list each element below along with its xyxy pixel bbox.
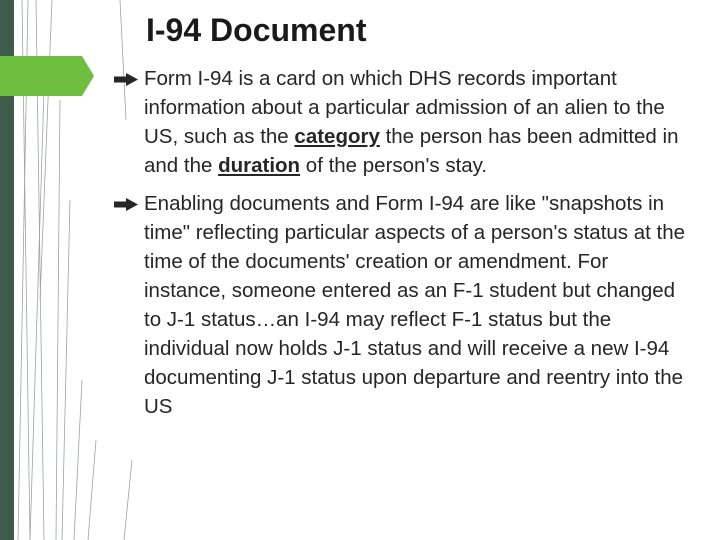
arrow-right-icon <box>114 198 138 211</box>
bullet-list <box>114 64 694 430</box>
bullet-text-part: Form I-94 is a card on which DHS records important information about a particular admission of an alien to the US, such as the <box>144 67 665 148</box>
arrow-right-icon <box>114 73 138 86</box>
bullet-text-part: of the person's stay. <box>300 154 488 177</box>
bullet-text: Enabling documents and Form I-94 are like "snapshots in time" reflecting particular aspects of a person's status at the time of the documents' creation or amendment. For instance, someone entered as an F-1 student but changed to J-1 status…an I-94 may reflect F-1 status but the individual now holds J-1 status and will receive a new I-94 documenting J-1 status upon departure and reentry into the US <box>144 192 686 418</box>
bullet-text-part: the person has been admitted in and the <box>144 125 679 177</box>
accent-tab <box>0 56 94 96</box>
emphasis-category: category <box>294 125 380 148</box>
bullet-item-form-i94 <box>114 64 694 180</box>
bullet-text <box>144 67 678 177</box>
emphasis-duration: duration <box>218 154 301 177</box>
bullet-item-snapshots <box>114 189 694 421</box>
slide-title: I-94 Document <box>146 12 367 48</box>
